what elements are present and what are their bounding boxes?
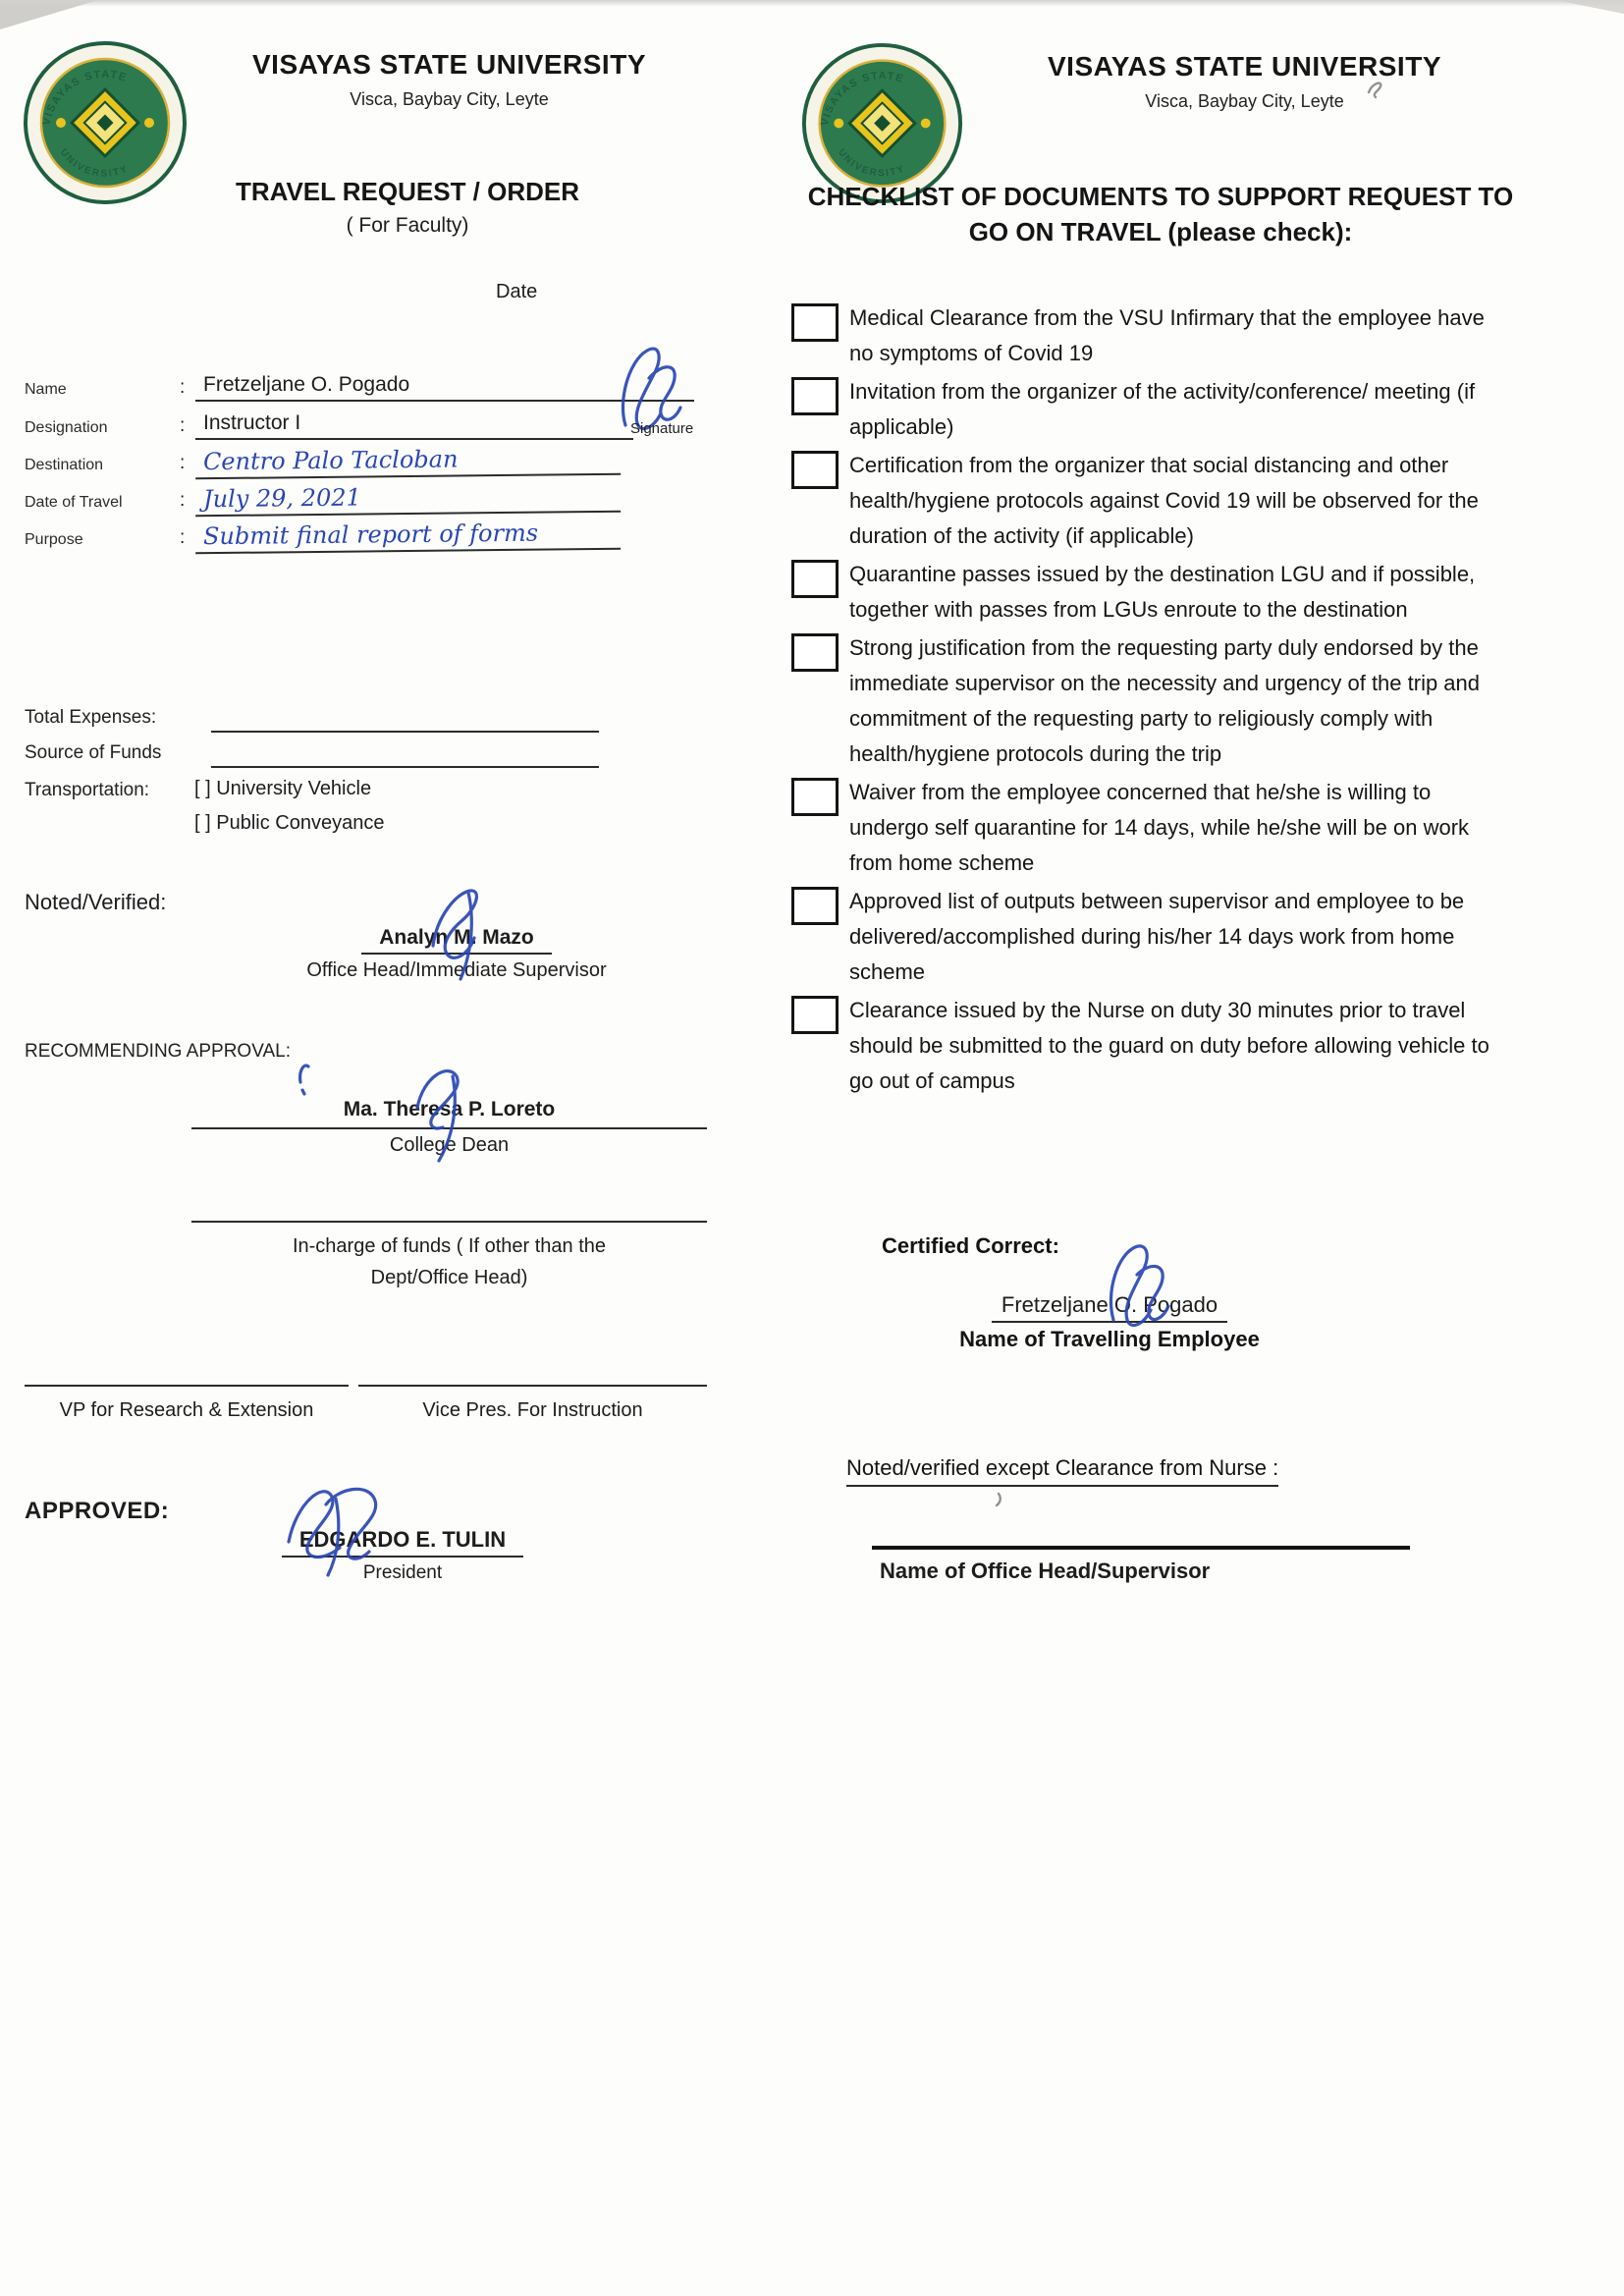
colon: : bbox=[180, 415, 186, 436]
recommending-approval-label: RECOMMENDING APPROVAL: bbox=[25, 1041, 291, 1062]
field-row-date-of-travel bbox=[25, 481, 621, 515]
checkbox bbox=[791, 377, 839, 415]
vp-research-block bbox=[25, 1385, 349, 1426]
office-head-caption: Name of Office Head/Supervisor bbox=[880, 1558, 1211, 1583]
checklist-item bbox=[791, 374, 1508, 445]
pen-mark-icon bbox=[994, 1491, 1005, 1508]
noted-except-label: Noted/verified except Clearance from Nurse : bbox=[846, 1455, 1278, 1487]
president-name: EDGARDO E. TULIN bbox=[282, 1527, 523, 1558]
transportation-label: Transportation: bbox=[25, 780, 150, 800]
checkbox bbox=[791, 303, 839, 342]
dean-signature-block bbox=[191, 1098, 707, 1157]
dean-signature-line bbox=[191, 1098, 707, 1129]
left-header bbox=[201, 49, 697, 110]
office-head-block bbox=[872, 1546, 1410, 1584]
checkbox bbox=[791, 560, 839, 598]
checklist-item bbox=[791, 301, 1508, 371]
checklist-item-text: Medical Clearance from the VSU Infirmary that the employee have no symptoms of Covid 19 bbox=[849, 305, 1485, 365]
checkbox bbox=[791, 633, 839, 672]
checklist-item bbox=[791, 775, 1508, 881]
supervisor-name: Analyn M. Mazo bbox=[361, 926, 552, 955]
date-of-travel-value-handwritten: July 29, 2021 bbox=[195, 481, 621, 518]
colon: : bbox=[180, 527, 186, 548]
form-title: TRAVEL REQUEST / ORDER bbox=[235, 177, 580, 206]
source-of-funds-line bbox=[211, 766, 599, 768]
university-address: Visca, Baybay City, Leyte bbox=[1145, 91, 1344, 111]
colon: : bbox=[180, 490, 186, 511]
form-title-block bbox=[157, 177, 658, 238]
president-title: President bbox=[362, 1562, 443, 1583]
president-signature-block bbox=[231, 1527, 574, 1584]
university-address: Visca, Baybay City, Leyte bbox=[350, 89, 549, 109]
transport-option-university-vehicle: [ ] University Vehicle bbox=[194, 778, 372, 799]
field-row-designation bbox=[25, 407, 633, 440]
incharge-of-funds-block bbox=[191, 1221, 707, 1293]
noted-verified-label: Noted/Verified: bbox=[25, 890, 167, 914]
field-row-purpose bbox=[25, 519, 621, 552]
checklist-title: CHECKLIST OF DOCUMENTS TO SUPPORT REQUEST TO GO ON TRAVEL (please check): bbox=[807, 182, 1514, 246]
incharge-caption-line2: Dept/Office Head) bbox=[370, 1267, 528, 1288]
scan-edge-shadow bbox=[0, 0, 1624, 7]
travelling-employee-caption: Name of Travelling Employee bbox=[959, 1327, 1260, 1351]
vp-research-caption: VP for Research & Extension bbox=[59, 1399, 314, 1421]
employee-signature-block bbox=[938, 1292, 1281, 1352]
travelling-employee-name: Fretzeljane O. Pogado bbox=[992, 1292, 1227, 1323]
university-name: VISAYAS STATE UNIVERSITY bbox=[252, 49, 646, 80]
checklist-item-text: Clearance issued by the Nurse on duty 30 minutes prior to travel should be submitted to the guard on duty before allowing vehicle to go out of campus bbox=[849, 998, 1489, 1093]
supervisor-title: Office Head/Immediate Supervisor bbox=[306, 959, 607, 981]
checkbox bbox=[791, 996, 839, 1034]
field-row-name bbox=[25, 368, 694, 402]
dean-title: College Dean bbox=[389, 1134, 510, 1156]
noted-except-block bbox=[846, 1455, 1278, 1487]
right-header bbox=[977, 51, 1512, 112]
date-label: Date bbox=[496, 281, 538, 302]
checklist bbox=[791, 301, 1508, 1102]
destination-value-handwritten: Centro Palo Tacloban bbox=[195, 444, 621, 480]
transport-option-public-conveyance: [ ] Public Conveyance bbox=[194, 812, 385, 834]
colon: : bbox=[180, 377, 186, 398]
form-subtitle: ( For Faculty) bbox=[346, 214, 469, 237]
checklist-item-text: Invitation from the organizer of the activity/conference/ meeting (if applicable) bbox=[849, 379, 1476, 439]
checkbox bbox=[791, 887, 839, 925]
dean-name: Ma. Theresa P. Loreto bbox=[343, 1098, 556, 1121]
vp-instruction-caption: Vice Pres. For Instruction bbox=[422, 1399, 643, 1421]
vp-instruction-block bbox=[358, 1385, 707, 1426]
name-value: Fretzeljane O. Pogado bbox=[195, 370, 694, 402]
field-label: Destination bbox=[25, 457, 104, 473]
signature-caption: Signature bbox=[630, 420, 694, 437]
checklist-item-text: Waiver from the employee concerned that he/she is willing to undergo self quarantine for 14 days, while he/she will be on work from home scheme bbox=[849, 780, 1470, 875]
incharge-caption-line1: In-charge of funds ( If other than the bbox=[292, 1235, 607, 1257]
checklist-item-text: Certification from the organizer that social distancing and other health/hygiene protocols against Covid 19 will be observed for the duration of the activity (if applicable) bbox=[849, 453, 1479, 548]
checklist-item-text: Approved list of outputs between supervisor and employee to be delivered/accomplished during his/her 14 days work from home scheme bbox=[849, 889, 1465, 984]
checklist-item bbox=[791, 630, 1508, 772]
purpose-value-handwritten: Submit final report of forms bbox=[195, 519, 621, 555]
certified-correct-label: Certified Correct: bbox=[882, 1233, 1059, 1258]
university-name: VISAYAS STATE UNIVERSITY bbox=[1048, 51, 1441, 82]
pen-tick-mark bbox=[295, 1057, 314, 1096]
field-row-destination bbox=[25, 444, 621, 477]
checklist-item bbox=[791, 557, 1508, 628]
total-expenses-label: Total Expenses: bbox=[25, 707, 157, 728]
supervisor-signature-block bbox=[265, 926, 648, 982]
field-label: Date of Travel bbox=[25, 494, 123, 511]
checklist-item bbox=[791, 993, 1508, 1099]
designation-value: Instructor I bbox=[195, 409, 633, 440]
colon: : bbox=[180, 453, 186, 473]
checklist-item bbox=[791, 884, 1508, 990]
checkbox bbox=[791, 778, 839, 816]
field-label: Designation bbox=[25, 419, 108, 436]
checklist-item-text: Quarantine passes issued by the destination LGU and if possible, together with passes from LGUs enroute to the destination bbox=[849, 562, 1476, 622]
checkbox bbox=[791, 451, 839, 489]
field-label: Purpose bbox=[25, 531, 83, 548]
total-expenses-line bbox=[211, 731, 599, 733]
checklist-item-text: Strong justification from the requesting party duly endorsed by the immediate supervisor on the necessity and urgency of the trip and commitment of the requesting party to religiously comply with health/hygiene protocols during the trip bbox=[849, 635, 1481, 766]
source-of-funds-label: Source of Funds bbox=[25, 742, 162, 763]
field-label: Name bbox=[25, 381, 67, 398]
checklist-item bbox=[791, 448, 1508, 554]
approved-label: APPROVED: bbox=[25, 1498, 170, 1524]
